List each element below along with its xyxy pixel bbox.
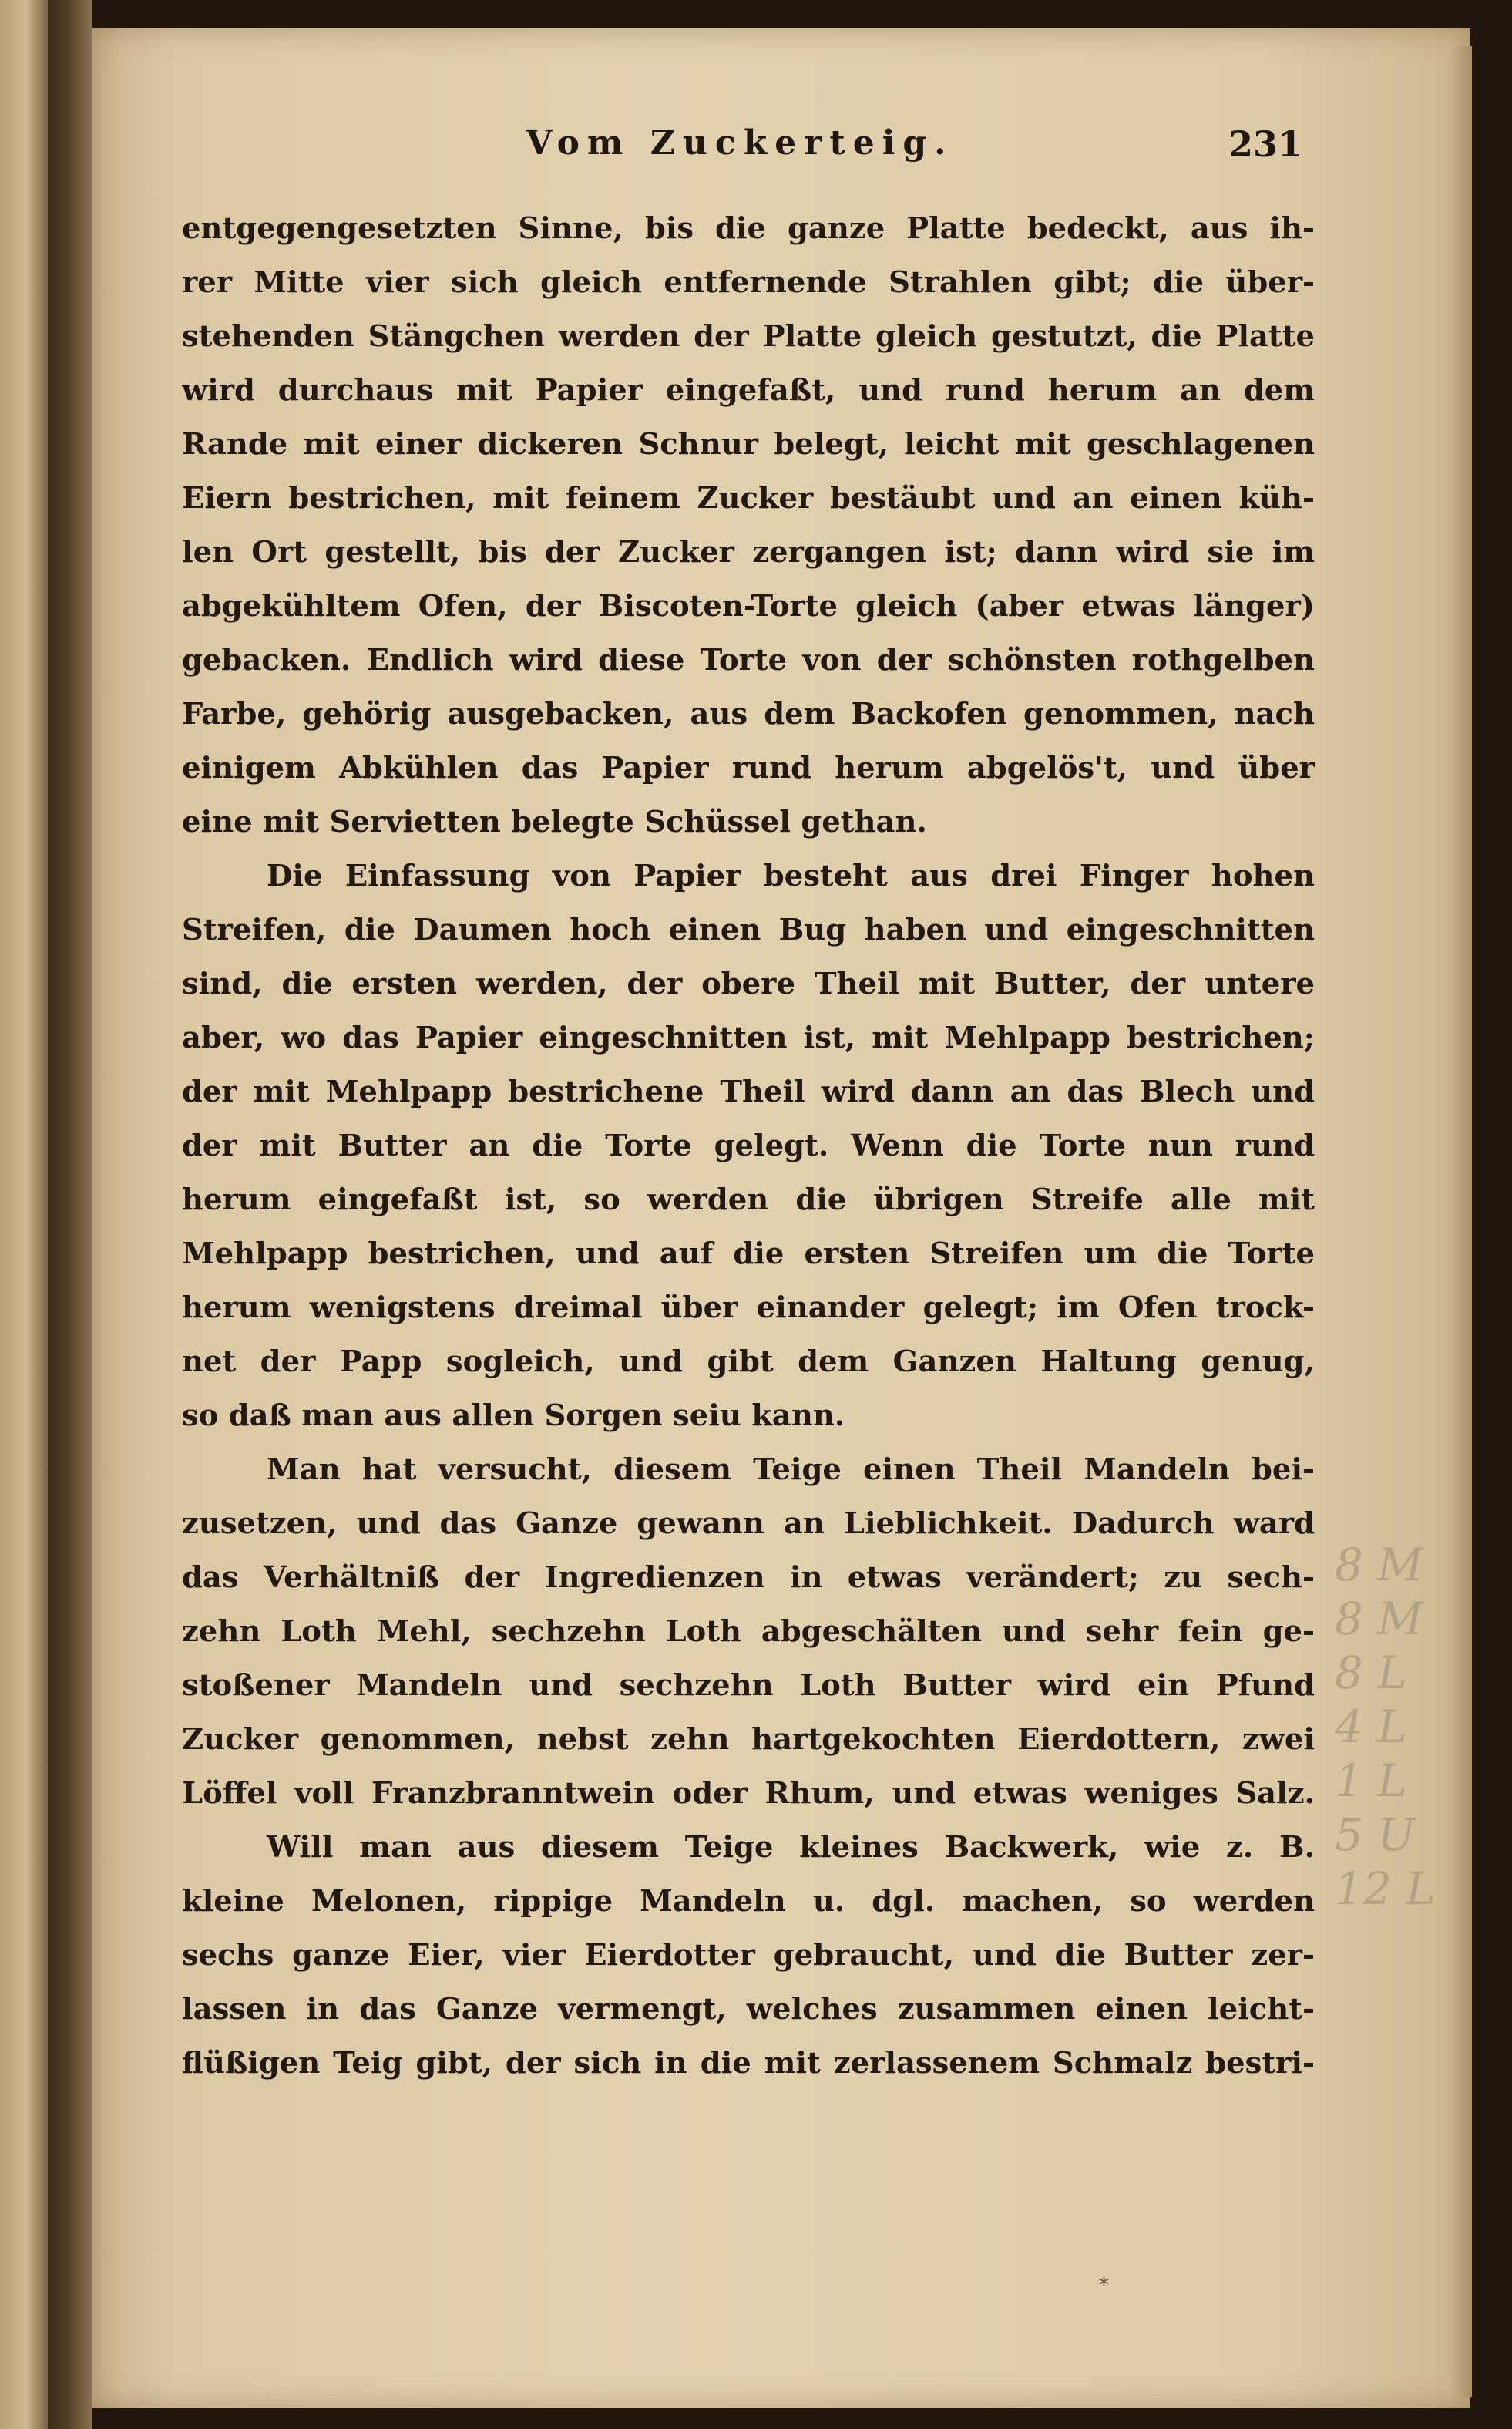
handwritten-margin-notes [1335,1538,1450,1916]
text-line: abgekühltem Ofen, der Biscoten-Torte gleich (aber etwas länger) [182,589,1315,624]
text-line: einigem Abkühlen das Papier rund herum abgelös't, und über [182,751,1315,786]
paragraph-end-line: so daß man aus allen Sorgen seiu kann. [182,1398,845,1433]
text-line: Zucker genommen, nebst zehn hartgekochten Eierdottern, zwei [182,1722,1315,1757]
text-line: zusetzen, und das Ganze gewann an Lieblichkeit. Dadurch ward [182,1506,1315,1541]
text-line: gebacken. Endlich wird diese Torte von der schönsten rothgelben [182,643,1315,678]
text-line: lassen in das Ganze vermengt, welches zusammen einen leicht- [182,1992,1315,2027]
text-line: entgegengesetzten Sinne, bis die ganze Platte bedeckt, aus ih- [182,211,1315,246]
paragraph-start-line: Will man aus diesem Teige kleines Backwerk, wie z. B. [267,1830,1315,1865]
text-line: herum eingefaßt ist, so werden die übrigen Streife alle mit [182,1183,1315,1217]
text-line: aber, wo das Papier eingeschnitten ist, mit Mehlpapp bestrichen; [182,1021,1315,1055]
page-right-edge [1449,46,1472,2397]
text-line: Streifen, die Daumen hoch einen Bug haben und eingeschnitten [182,913,1315,947]
text-line: Farbe, gehörig ausgebacken, aus dem Backofen genommen, nach [182,697,1315,732]
text-line: stehenden Stängchen werden der Platte gleich gestutzt, die Platte [182,319,1315,354]
margin-note: 4 L [1335,1701,1407,1753]
left-page-edge [0,0,48,2429]
text-line: der mit Mehlpapp bestrichene Theil wird dann an das Blech und [182,1075,1315,1109]
margin-note: 8 M [1335,1539,1423,1591]
margin-note: 1 L [1335,1754,1407,1807]
text-line: rer Mitte vier sich gleich entfernende Strahlen gibt; die über- [182,265,1315,300]
text-line: das Verhältniß der Ingredienzen in etwas verändert; zu sech- [182,1560,1315,1595]
book-gutter [48,0,92,2429]
page-number: 231 [1228,123,1302,165]
margin-note: 8 M [1335,1593,1423,1645]
text-line: herum wenigstens dreimal über einander gelegt; im Ofen trock- [182,1290,1315,1325]
page-header [177,123,1302,185]
margin-note: 5 U [1335,1808,1416,1861]
text-line: stoßener Mandeln und sechzehn Loth Butter wird ein Pfund [182,1668,1315,1703]
paragraph-end-line: Löffel voll Franzbranntwein oder Rhum, und etwas weniges Salz. [182,1776,1315,1811]
text-line: zehn Loth Mehl, sechzehn Loth abgeschälten und sehr fein ge- [182,1614,1315,1649]
text-line: len Ort gestellt, bis der Zucker zergangen ist; dann wird sie im [182,535,1315,570]
paragraph-start-line: Die Einfassung von Papier besteht aus drei Finger hohen [267,859,1315,893]
text-line: der mit Butter an die Torte gelegt. Wenn die Torte nun rund [182,1129,1315,1163]
body-text [182,202,1315,2091]
text-line: Rande mit einer dickeren Schnur belegt, leicht mit geschlagenen [182,427,1315,462]
text-line: Eiern bestrichen, mit feinem Zucker bestäubt und an einen küh- [182,481,1315,516]
text-line: sechs ganze Eier, vier Eierdotter gebraucht, und die Butter zer- [182,1938,1315,1973]
running-head: Vom Zuckerteig. [526,123,954,163]
printer-catchmark: * [1099,2274,1109,2297]
text-line: Mehlpapp bestrichen, und auf die ersten Streifen um die Torte [182,1236,1315,1271]
text-line: net der Papp sogleich, und gibt dem Ganzen Haltung genug, [182,1344,1315,1379]
text-line: sind, die ersten werden, der obere Theil mit Butter, der untere [182,967,1315,1001]
margin-note: 12 L [1335,1862,1436,1915]
text-line: kleine Melonen, rippige Mandeln u. dgl. machen, so werden [182,1884,1315,1919]
margin-note: 8 L [1335,1647,1407,1699]
paragraph-start-line: Man hat versucht, diesem Teige einen Theil Mandeln bei- [267,1452,1315,1487]
paragraph-end-line: eine mit Servietten belegte Schüssel gethan. [182,805,927,839]
text-line: wird durchaus mit Papier eingefaßt, und rund herum an dem [182,373,1315,408]
text-line: flüßigen Teig gibt, der sich in die mit zerlassenem Schmalz bestri- [182,2046,1315,2081]
